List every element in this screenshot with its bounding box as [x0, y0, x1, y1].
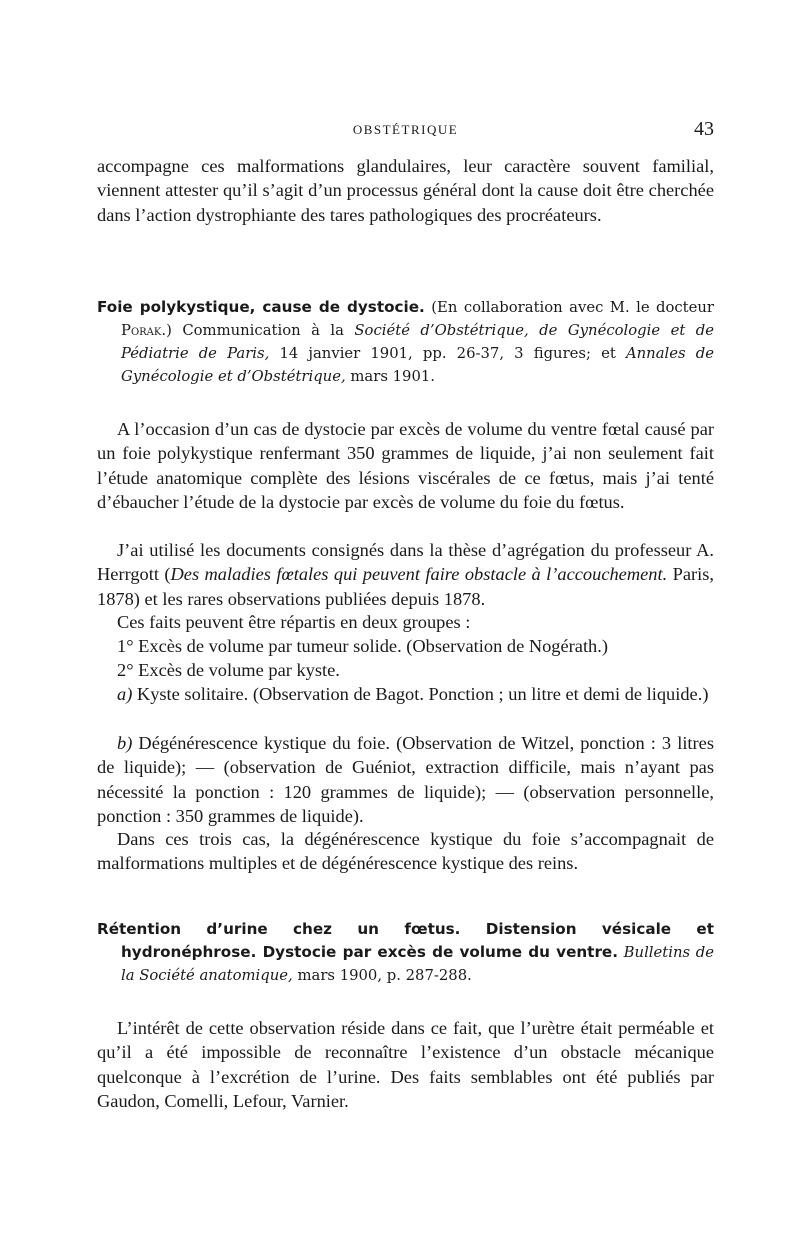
entry-1-collab-close: .) Communication à la: [161, 322, 344, 339]
entry-1-paragraph-8: Dans ces trois cas, la dégénérescence kystique du foie s’accompagnait de malformations multiples et de dégénérescence kystique des reins.: [97, 829, 714, 874]
entry-1-p6-label: a): [117, 684, 133, 704]
entry-1-paragraph-4: 1° Excès de volume par tumeur solide. (Observation de Nogérath.): [117, 636, 608, 656]
continuation-paragraph: accompagne ces malformations glandulaires, leur caractère souvent familial, viennent attester qu’il s’agit d’un processus général dont la cause doit être cherchée dans l’action dystrophiante des tares pathologiques des procréateurs.: [97, 156, 714, 225]
entry-1-paragraph-2: [97, 538, 714, 611]
entry-2-paragraph-1: L’intérêt de cette observation réside dans ce fait, que l’urètre était perméable et qu’il a été impossible de reconnaître l’existence d’un obstacle mécanique quelconque à l’excrétion de l’urine. Des faits semblables ont été publiés par Gaudon, Comelli, Lefour, Varnier.: [97, 1018, 714, 1111]
entry-1-p7-label: b): [117, 733, 133, 753]
entry-1-p2-text-a: J’ai utilisé les documents consignés dans la thèse d’agrégation du professeur A. Herrgott (: [97, 540, 714, 585]
entry-1-p2-text-b: Paris, 1878) et les rares observations publiées depuis 1878.: [97, 564, 714, 609]
entry-1-journal-1: Société d’Obstétrique, de Gynécologie et de Pédiatrie de Paris,: [121, 322, 714, 362]
entry-1-date-2: mars 1901.: [350, 368, 435, 385]
page-number: 43: [694, 118, 714, 140]
running-head: [97, 118, 714, 142]
entry-1-paragraph-7: [97, 731, 714, 828]
running-head-title: OBSTÉTRIQUE: [352, 122, 459, 137]
entry-1-paragraph-6: [97, 682, 714, 706]
entry-1-journal-2: Annales de Gynécologie et d’Obstétrique,: [121, 345, 714, 385]
entry-1-paragraph-5: 2° Excès de volume par kyste.: [117, 660, 340, 680]
entry-2-title: Rétention d’urine chez un fœtus. Distension vésicale et hydronéphrose. Dystocie par excès de volume du ventre.: [97, 920, 714, 961]
entry-1-p2-book-title: Des maladies fœtales qui peuvent faire obstacle à l’accouchement.: [170, 564, 668, 585]
entry-2-date: mars 1900, p. 287-288.: [297, 967, 472, 984]
bibliography-entry-1: [97, 296, 714, 388]
entry-1-date-1: 14 janvier 1901, pp. 26-37, 3 figures; et: [279, 345, 616, 362]
entry-1-collab-name: Porak: [121, 322, 162, 339]
entry-1-paragraph-1: A l’occasion d’un cas de dystocie par excès de volume du ventre fœtal causé par un foie polykystique renfermant 350 grammes de liquide, j’ai non seulement fait l’étude anatomique complète des lésions viscérales de ce fœtus, mais j’ai tenté d’ébaucher l’étude de la dystocie par excès de volume du foie du fœtus.: [97, 419, 714, 512]
entry-1-p6-text: Kyste solitaire. (Observation de Bagot. Ponction ; un litre et demi de liquide.): [132, 684, 709, 704]
entry-1-paragraph-3: Ces faits peuvent être répartis en deux groupes :: [117, 612, 471, 632]
bibliography-entry-2: [97, 918, 714, 987]
entry-1-p7-text: Dégénérescence kystique du foie. (Observation de Witzel, ponction : 3 litres de liquide); — (observation de Guéniot, extraction difficile, mais n’ayant pas nécessité la ponction : 120 grammes de liquide); — (observation personnelle, ponction : 350 grammes de liquide).: [97, 733, 714, 826]
entry-1-title: Foie polykystique, cause de dystocie.: [97, 298, 425, 316]
entry-1-collab-open: (En collaboration avec M. le docteur: [431, 299, 714, 316]
entry-2-journal: Bulletins de la Société anatomique,: [121, 944, 714, 984]
